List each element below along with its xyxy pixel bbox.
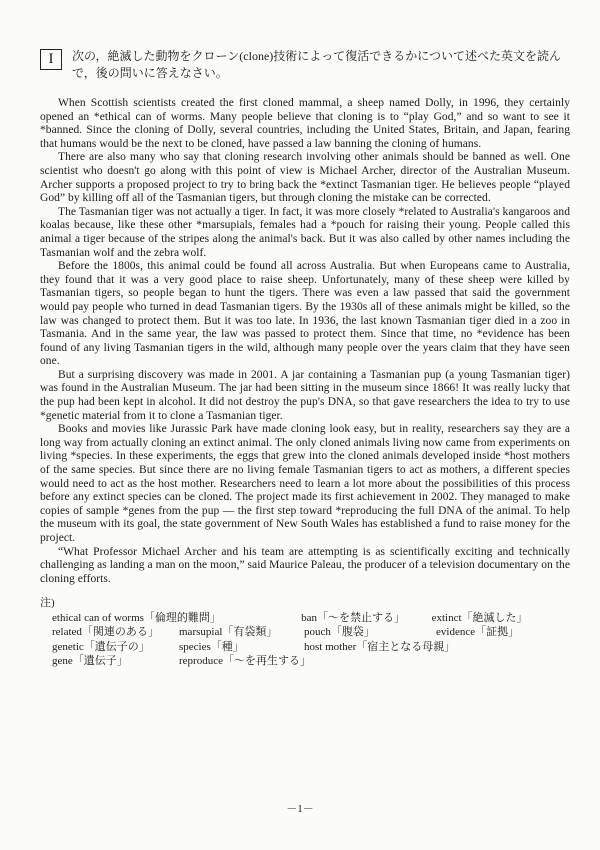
note-item: ethical can of worms「倫理的難問」 [52,611,221,624]
note-item: reproduce「～を再生する」 [179,655,311,668]
paragraph-3: The Tasmanian tiger was not actually a tiger. In fact, it was more closely *related to Australia's kangaroos and koalas because, like these other *marsupials, females had a *pouch for raising their young. People called this animal a tiger because of the stripes along the animal's back. But it was also called by other names including the Tasmanian wolf and the zebra wolf. [40,205,570,259]
note-item: gene「遺伝子」 [52,655,128,668]
notes-row-4 [40,654,570,669]
question-number: I [40,49,62,70]
paragraph-1: When Scottish scientists created the first cloned mammal, a sheep named Dolly, in 1996, they certainly opened an *ethical can of worms. Many people believe that cloning is to “play God,” and so want to see it *banned. Since the cloning of Dolly, several countries, including the United States, Britain, and Japan, fearing that humans would be the next to be cloned, have passed a law banning the cloning of humans. [40,97,570,150]
notes-row-1 [40,611,570,626]
reading-passage [40,97,570,586]
note-item: genetic「遺伝子の」 [52,640,150,653]
notes-label: 注) [40,597,55,610]
paragraph-7: “What Professor Michael Archer and his team are attempting is as scientifically exciting and technically challenging as landing a man on the moon,” said Maurice Paleau, the producer of a television documentary on the cloning efforts. [40,545,570,585]
note-item: species「種」 [179,640,244,653]
question-header [40,48,570,82]
note-item: evidence「証拠」 [436,626,520,639]
vocabulary-notes [40,596,570,669]
notes-row-2 [40,625,570,640]
notes-row-3 [40,640,570,655]
note-item: extinct「絶滅した」 [431,611,528,624]
note-item: related「関連のある」 [52,626,159,639]
note-item: ban「～を禁止する」 [301,611,405,624]
question-instruction: 次の，絶滅した動物をクローン(clone)技術によって復活できるかについて述べた英文を読んで，後の問いに答えなさい。 [72,49,562,80]
note-item: host mother「宿主となる母親」 [304,640,456,653]
paragraph-6: Books and movies like Jurassic Park have made cloning look easy, but in reality, researchers say they are a long way from actually cloning an extinct animal. The only cloned animals living now came from experiments on living *species. In these experiments, the eggs that grew into the cloned animals developed inside *host mothers of the same species. But since there are no living female Tasmanian tigers to act as mothers, a different species would need to act as the host mother. Researchers need to learn a lot more about the possibilities of this process before any extinct species can be cloned. The project made its first achievement in 2002. They managed to make copies of sample *genes from the pup — the first step toward *reproducing the full DNA of the animal. To help the museum with its goal, the state government of New South Wales has established a fund to raise money for the project. [40,423,570,544]
paragraph-5: But a surprising discovery was made in 2001. A jar containing a Tasmanian pup (a young Tasmanian tiger) was found in the Australian Museum. The jar had been sitting in the museum since 1866! It was really lucky that the pup had been kept in alcohol. It did not destroy the pup's DNA, so that gave researchers the idea to try to use *genetic material from it to clone a Tasmanian tiger. [40,368,570,422]
note-item: pouch「腹袋」 [304,626,375,639]
paragraph-4: Before the 1800s, this animal could be found all across Australia. But when Europeans came to Australia, they found that it was a very good place to raise sheep. Unfortunately, many of these sheep were killed by Tasmanian tigers, so people began to hunt the tigers. There was even a law passed that said the government would pay people who turned in dead Tasmanian tigers. By the 1930s all of these animals might be killed, so the law was changed to protect them. But it was too late. In 1936, the last known Tasmanian tiger died in a zoo in Tasmania. And in the same year, the law was passed to protect them. Since that time, no *evidence has been found of any living Tasmanian tigers in the wild, although many people over the years claim that they have seen one. [40,260,570,368]
note-item: marsupial「有袋類」 [179,626,278,639]
paragraph-2: There are also many who say that cloning research involving other animals should be banned as well. One scientist who doesn't go along with this point of view is Michael Archer, director of the Australian Museum. Archer supports a proposed project to try to bring back the *extinct Tasmanian tiger. He believes people “played God” by killing off all of the Tasmanian tigers, but through cloning the mistake can be corrected. [40,151,570,205]
page-number: －1－ [286,803,314,815]
